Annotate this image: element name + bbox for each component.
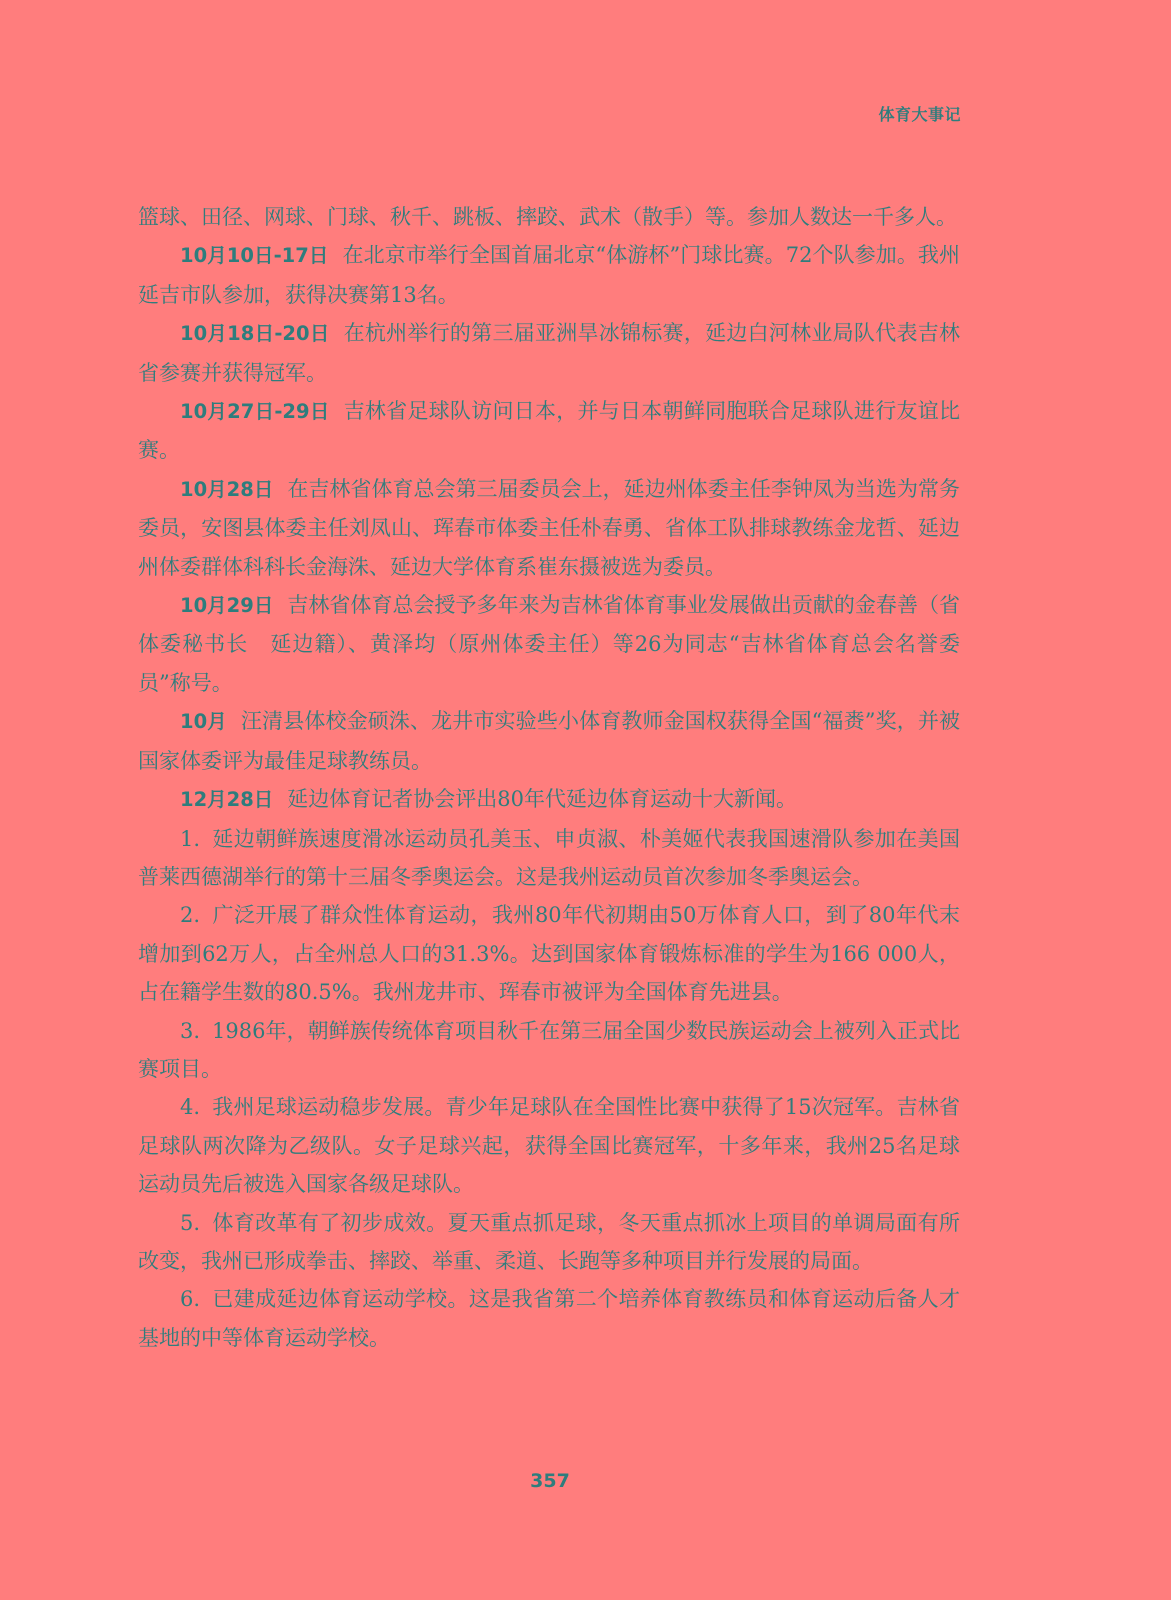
news-item — [138, 1012, 960, 1089]
news-item — [138, 1280, 960, 1357]
item-number: 5. — [180, 1210, 201, 1235]
item-text: 广泛开展了群众性体育运动，我州80年代初期由50万体育人口，到了80年代末增加到62万人，占全州总人口的31.3%。达到国家体育锻炼标准的学生为166 000人，占在籍学生数的80.5%。我州龙井市、珲春市被评为全国体育先进县。 — [138, 903, 960, 1005]
item-number: 2. — [180, 903, 201, 928]
continued-paragraph — [138, 198, 960, 236]
event-entry — [138, 780, 960, 819]
news-item — [138, 820, 960, 897]
running-header: 体育大事记 — [878, 105, 961, 124]
event-text: 在杭州举行的第三届亚洲旱冰锦标赛，延边白河林业局队代表吉林省参赛并获得冠军。 — [138, 321, 960, 385]
event-entry — [138, 586, 960, 702]
event-entry — [138, 392, 960, 470]
event-text: 汪清县体校金硕洙、龙井市实验些小体育教师金国权获得全国“福赉”奖，并被国家体委评为最佳足球教练员。 — [138, 709, 961, 773]
paragraph-text: 篮球、田径、网球、门球、秋千、跳板、摔跤、武术（散手）等。参加人数达一千多人。 — [138, 205, 957, 229]
item-number: 6. — [180, 1287, 201, 1312]
event-text: 吉林省体育总会授予多年来为吉林省体育事业发展做出贡献的金春善（省体委秘书长 延边籍）、黄泽均（原州体委主任）等26为同志“吉林省体育总会名誉委员”称号。 — [138, 593, 960, 695]
item-number: 3. — [180, 1018, 201, 1043]
news-item — [138, 1088, 960, 1203]
event-entry — [138, 470, 960, 586]
page-number: 357 — [530, 1470, 570, 1492]
item-text: 延边朝鲜族速度滑冰运动员孔美玉、申贞淑、朴美姬代表我国速滑队参加在美国普莱西德湖举行的第十三届冬季奥运会。这是我州运动员首次参加冬季奥运会。 — [138, 826, 960, 889]
event-text: 在吉林省体育总会第三届委员会上，延边州体委主任李钟凤为当选为常务委员，安图县体委主任刘凤山、珲春市体委主任朴春勇、省体工队排球教练金龙哲、延边州体委群体科科长金海洙、延边大学体育系崔东摄被选为委员。 — [138, 476, 960, 579]
event-text: 延边体育记者协会评出80年代延边体育运动十大新闻。 — [287, 787, 798, 812]
item-text: 已建成延边体育运动学校。这是我省第二个培养体育教练员和体育运动后备人才基地的中等体育运动学校。 — [138, 1287, 960, 1350]
event-date: 10月29日 — [180, 594, 274, 618]
event-entry — [138, 702, 960, 780]
event-date: 10月 — [180, 710, 227, 734]
event-text: 在北京市举行全国首届北京“体游杯”门球比赛。72个队参加。我州延吉市队参加，获得决赛第13名。 — [138, 243, 960, 307]
event-entry — [138, 236, 960, 314]
item-number: 4. — [180, 1095, 201, 1120]
news-item — [138, 896, 960, 1011]
event-date: 10月10日-17日 — [180, 244, 329, 268]
event-entry — [138, 314, 960, 392]
item-text: 1986年，朝鲜族传统体育项目秋千在第三届全国少数民族运动会上被列入正式比赛项目。 — [138, 1018, 960, 1081]
event-date: 10月28日 — [180, 477, 274, 501]
event-date: 12月28日 — [180, 788, 274, 812]
item-number: 1. — [180, 826, 201, 851]
item-text: 体育改革有了初步成效。夏天重点抓足球，冬天重点抓冰上项目的单调局面有所改变，我州已形成拳击、摔跤、举重、柔道、长跑等多种项目并行发展的局面。 — [138, 1210, 960, 1273]
item-text: 我州足球运动稳步发展。青少年足球队在全国性比赛中获得了15次冠军。吉林省足球队两次降为乙级队。女子足球兴起，获得全国比赛冠军，十多年来，我州25名足球运动员先后被选入国家各级足球队。 — [138, 1095, 960, 1197]
article-body — [138, 198, 960, 1357]
event-text: 吉林省足球队访问日本，并与日本朝鲜同胞联合足球队进行友谊比赛。 — [138, 399, 960, 463]
news-item — [138, 1204, 960, 1281]
event-date: 10月18日-20日 — [180, 322, 330, 346]
event-date: 10月27日-29日 — [180, 400, 330, 424]
